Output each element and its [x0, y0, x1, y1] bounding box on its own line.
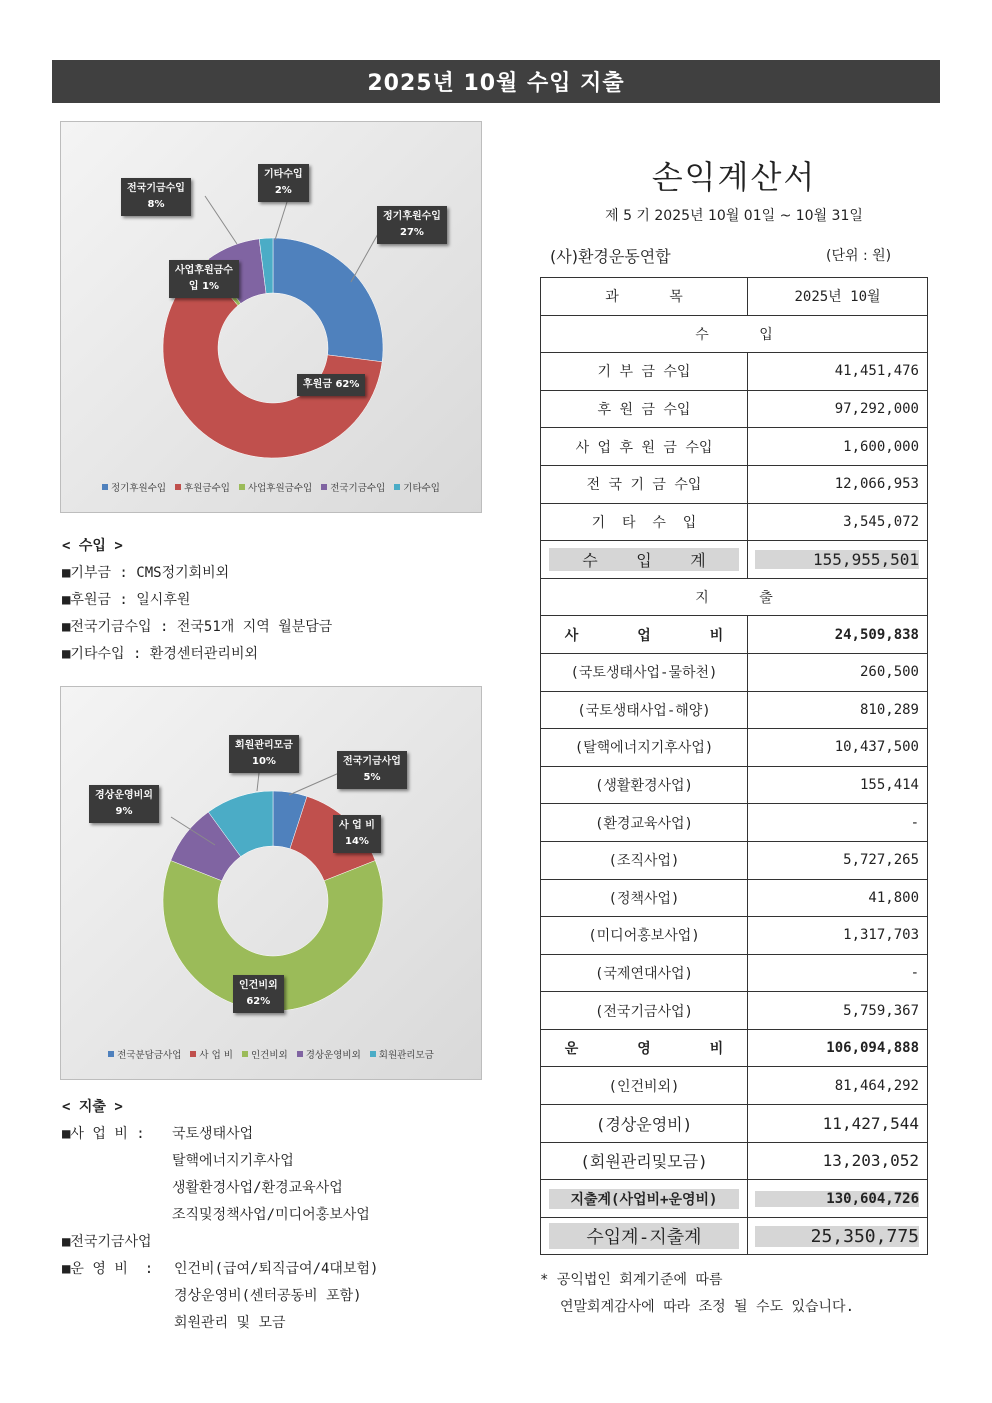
- expense-total-row: [541, 1180, 928, 1218]
- net-row: [541, 1217, 928, 1255]
- income-total-label: 수 입 계: [549, 548, 739, 571]
- statement-period: 제 5 기 2025년 10월 01일 ~ 10월 31일: [605, 208, 863, 224]
- legend-item: 전국분담금사업: [108, 1047, 181, 1061]
- expense-section-header: 지 출: [541, 578, 928, 616]
- legend-swatch: [239, 484, 245, 490]
- table-row: (생활환경사업) 155,414: [541, 766, 928, 804]
- legend-swatch: [370, 1051, 376, 1057]
- expense-note-row: 경상운영비(센터공동비 포함): [174, 1288, 362, 1304]
- expense-chart: [60, 686, 482, 1080]
- income-section-header: 수 입: [541, 315, 928, 353]
- expense-callout-jeonguk: 전국기금사업 5%: [337, 751, 407, 789]
- table-row: 후 원 금 수입 97,292,000: [541, 390, 928, 428]
- table-row: (국토생태사업-해양) 810,289: [541, 691, 928, 729]
- legend-item: 회원관리모금: [370, 1047, 434, 1061]
- table-row: 기 부 금 수입 41,451,476: [541, 353, 928, 391]
- legend-item: 사업후원금수입: [239, 480, 312, 494]
- footnote: [540, 1267, 854, 1321]
- table-row: (국제연대사업) -: [541, 954, 928, 992]
- expense-total-value: 130,604,726: [755, 1191, 919, 1207]
- income-note-line: ■후원금 : 일시후원: [62, 592, 191, 608]
- expense-total-label: 지출계(사업비+운영비): [549, 1189, 739, 1209]
- col-month-header: 2025년 10월: [748, 278, 928, 316]
- legend-item: 정기후원수입: [102, 480, 166, 494]
- legend-swatch: [321, 484, 327, 490]
- legend-swatch: [175, 484, 181, 490]
- statement-unit: (단위 : 원): [826, 248, 892, 264]
- statement-org: (사)환경운동연합: [550, 247, 671, 266]
- income-section-row: [541, 315, 928, 353]
- leader-line: [205, 196, 237, 244]
- table-row: (정책사업) 41,800: [541, 879, 928, 917]
- income-callout-huwon: 후원금 62%: [297, 374, 365, 396]
- leader-line: [257, 773, 259, 791]
- operating-total-row: 운 영 비 106,094,888: [541, 1029, 928, 1067]
- legend-item: 사 업 비: [190, 1047, 233, 1061]
- legend-swatch: [394, 484, 400, 490]
- legend-item: 후원금수입: [175, 480, 230, 494]
- footnote-line: * 공익법인 회계기준에 따름: [540, 1272, 723, 1288]
- table-row: (전국기금사업) 5,759,367: [541, 992, 928, 1030]
- table-row: 사 업 후 원 금 수입 1,600,000: [541, 428, 928, 466]
- income-callout-jeonguk: 전국기금수입 8%: [121, 178, 191, 216]
- expense-note-row: ■사 업 비 : 국토생태사업: [62, 1126, 254, 1142]
- legend-swatch: [297, 1051, 303, 1057]
- business-total-row: 사 업 비 24,509,838: [541, 616, 928, 654]
- income-note-line: ■전국기금수입 : 전국51개 지역 월분담금: [62, 619, 333, 635]
- income-note-line: ■기타수입 : 환경센터관리비외: [62, 646, 259, 662]
- income-legend: [61, 480, 481, 494]
- income-notes-heading: < 수입 >: [62, 538, 123, 554]
- table-row: (회원관리및모금) 13,203,052: [541, 1142, 928, 1180]
- table-row: (조직사업) 5,727,265: [541, 841, 928, 879]
- page-banner: 2025년 10월 수입 지출: [52, 60, 940, 103]
- expense-notes-heading: < 지출 >: [62, 1099, 123, 1115]
- legend-swatch: [190, 1051, 196, 1057]
- legend-item: 인건비외: [242, 1047, 288, 1061]
- income-slice-1: [273, 238, 383, 362]
- expense-callout-saeop: 사 업 비 14%: [333, 815, 381, 853]
- statement-title: 손익계산서: [651, 158, 817, 196]
- legend-swatch: [102, 484, 108, 490]
- table-row: (미디어홍보사업) 1,317,703: [541, 917, 928, 955]
- legend-item: 전국기금수입: [321, 480, 385, 494]
- expense-note-row: ■운 영 비 : 인건비(급여/퇴직급여/4대보험): [62, 1261, 379, 1277]
- expense-note-row: 생활환경사업/환경교육사업: [172, 1180, 343, 1196]
- income-notes: [62, 533, 332, 668]
- table-row: 전 국 기 금 수입 12,066,953: [541, 465, 928, 503]
- legend-swatch: [108, 1051, 114, 1057]
- net-value: 25,350,775: [755, 1226, 919, 1247]
- expense-callout-hoewon: 회원관리모금 10%: [229, 735, 299, 773]
- income-chart: [60, 121, 482, 513]
- income-callout-saeop: 사업후원금수 입 1%: [169, 260, 239, 298]
- income-statement-table: [540, 277, 928, 1255]
- income-total-row: [541, 541, 928, 579]
- expense-note-row: 조직및정책사업/미디어홍보사업: [172, 1207, 370, 1223]
- table-row: (탈핵에너지기후사업) 10,437,500: [541, 729, 928, 767]
- expense-legend: [61, 1047, 481, 1061]
- income-callout-gita: 기타수입 2%: [258, 164, 309, 202]
- expense-note-row: 탈핵에너지기후사업: [172, 1153, 294, 1169]
- table-row: (환경교육사업) -: [541, 804, 928, 842]
- legend-item: 경상운영비외: [297, 1047, 361, 1061]
- legend-item: 기타수입: [394, 480, 440, 494]
- net-label: 수입계-지출계: [549, 1223, 739, 1249]
- expense-callout-ingeon: 인건비외 62%: [233, 975, 284, 1013]
- income-total-value: 155,955,501: [755, 550, 919, 569]
- expense-section-row: [541, 578, 928, 616]
- table-row: (경상운영비) 11,427,544: [541, 1105, 928, 1143]
- expense-notes: [62, 1094, 378, 1337]
- expense-note-row: 회원관리 및 모금: [174, 1315, 286, 1331]
- leader-line: [351, 232, 379, 282]
- leader-line: [275, 202, 287, 240]
- footnote-line: 연말회계감사에 따라 조정 될 수도 있습니다.: [560, 1299, 855, 1315]
- legend-swatch: [242, 1051, 248, 1057]
- income-callout-jeongi: 정기후원수입 27%: [377, 206, 447, 244]
- income-note-line: ■기부금 : CMS정기회비외: [62, 565, 230, 581]
- col-subject-header: 과 목: [541, 278, 748, 316]
- table-row: (국토생태사업-물하천) 260,500: [541, 653, 928, 691]
- leader-line: [289, 773, 339, 795]
- table-row: 기 타 수 입 3,545,072: [541, 503, 928, 541]
- table-row: (인건비외) 81,464,292: [541, 1067, 928, 1105]
- expense-note-row: ■전국기금사업: [62, 1234, 152, 1250]
- table-header-row: [541, 278, 928, 316]
- expense-callout-gyeongsang: 경상운영비외 9%: [89, 785, 159, 823]
